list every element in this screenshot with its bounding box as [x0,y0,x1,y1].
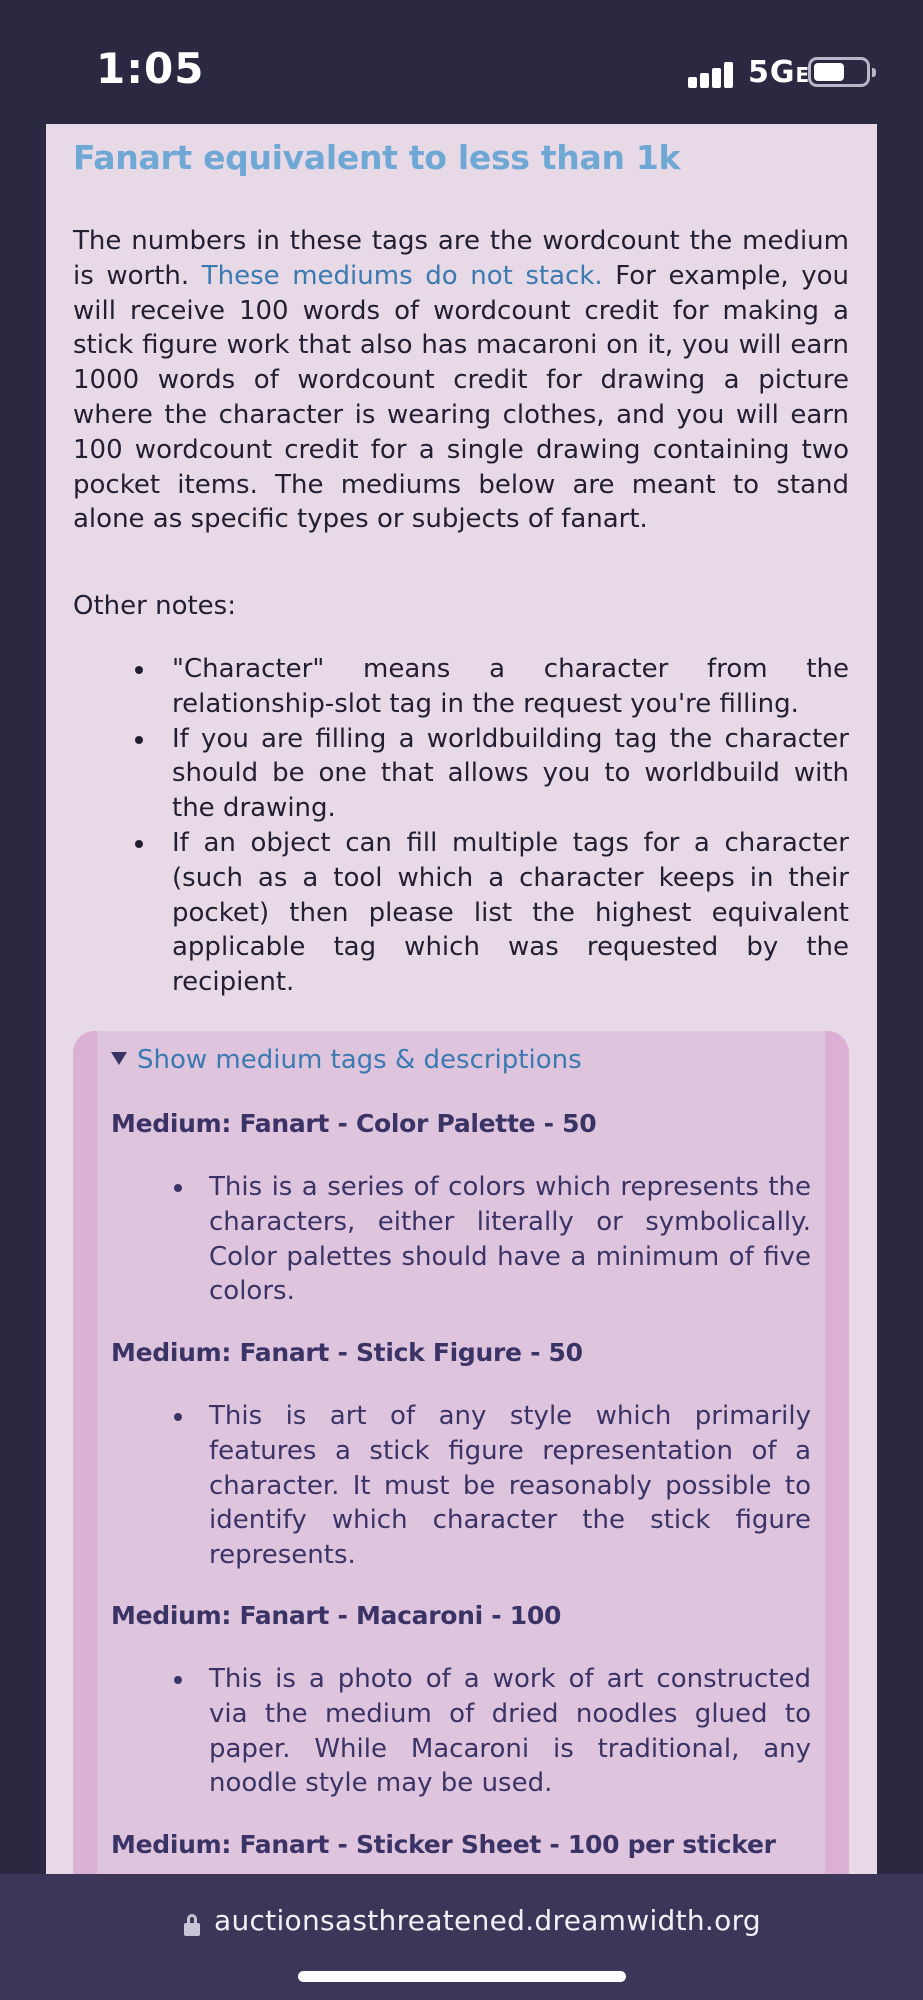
network-indicator [748,55,810,90]
medium-title: Medium: Fanart - Stick Figure - 50 [111,1338,583,1367]
intro-text-end: For example, you will receive 100 words of wordcount credit for making a stick figure work that also has macaroni on it, you will earn 1000 words of wordcount credit for drawing a picture where the character is wearing clothes, and you will earn 100 wordcount credit for a single drawing containing two pocket items. The mediums below are meant to stand alone as specific types or subjects of fanart. [73,260,849,535]
status-bar [0,0,923,124]
note-item: If you are filling a worldbuilding tag the character should be one that allows you to worldbuild with the drawing. [73,722,849,826]
medium-title: Medium: Fanart - Macaroni - 100 [111,1601,562,1630]
home-indicator[interactable] [298,1971,626,1982]
note-item: "Character" means a character from the relationship-slot tag in the request you're filling. [73,652,849,722]
medium-description-list [111,1662,811,1801]
medium-details-box [73,1031,849,1874]
note-item: If an object can fill multiple tags for a character (such as a tool which a character keeps in their pocket) then please list the highest equivalent applicable tag which was requested by the recipient. [73,826,849,1000]
page-content [46,124,877,1874]
section-heading: Fanart equivalent to less than 1k [73,138,681,177]
medium-description-list [111,1170,811,1309]
status-time: 1:05 [96,44,205,93]
disclosure-triangle-icon [111,1052,127,1065]
intro-text-start: The numbers in these tags are the wordcount the medium is worth. [73,226,849,291]
browser-address-bar[interactable] [0,1874,923,2000]
network-suffix: E [795,63,811,87]
notes-list [73,652,849,1000]
details-toggle-label: Show medium tags & descriptions [137,1045,582,1075]
url-text: auctionsasthreatened.dreamwidth.org [214,1904,761,1937]
medium-description-list [111,1399,811,1573]
medium-description: This is a series of colors which represents the characters, either literally or symbolically. Color palettes should have a minimum of five colors. [111,1170,811,1309]
notes-label: Other notes: [73,591,236,621]
medium-title: Medium: Fanart - Color Palette - 50 [111,1109,597,1138]
no-stack-link[interactable]: These mediums do not stack. [201,260,603,291]
medium-description: This is art of any style which primarily features a stick figure representation of a character. It must be reasonably possible to identify which character the stick figure represents. [111,1399,811,1573]
medium-title: Medium: Fanart - Sticker Sheet - 100 per sticker [111,1830,776,1859]
lock-icon [184,1914,200,1936]
intro-paragraph [73,224,849,537]
battery-icon [808,57,870,87]
network-type: 5G [748,55,796,90]
signal-strength-icon [688,62,746,88]
medium-description: This is a photo of a work of art constructed via the medium of dried noodles glued to paper. While Macaroni is traditional, any noodle style may be used. [111,1662,811,1801]
details-toggle[interactable] [111,1045,582,1075]
